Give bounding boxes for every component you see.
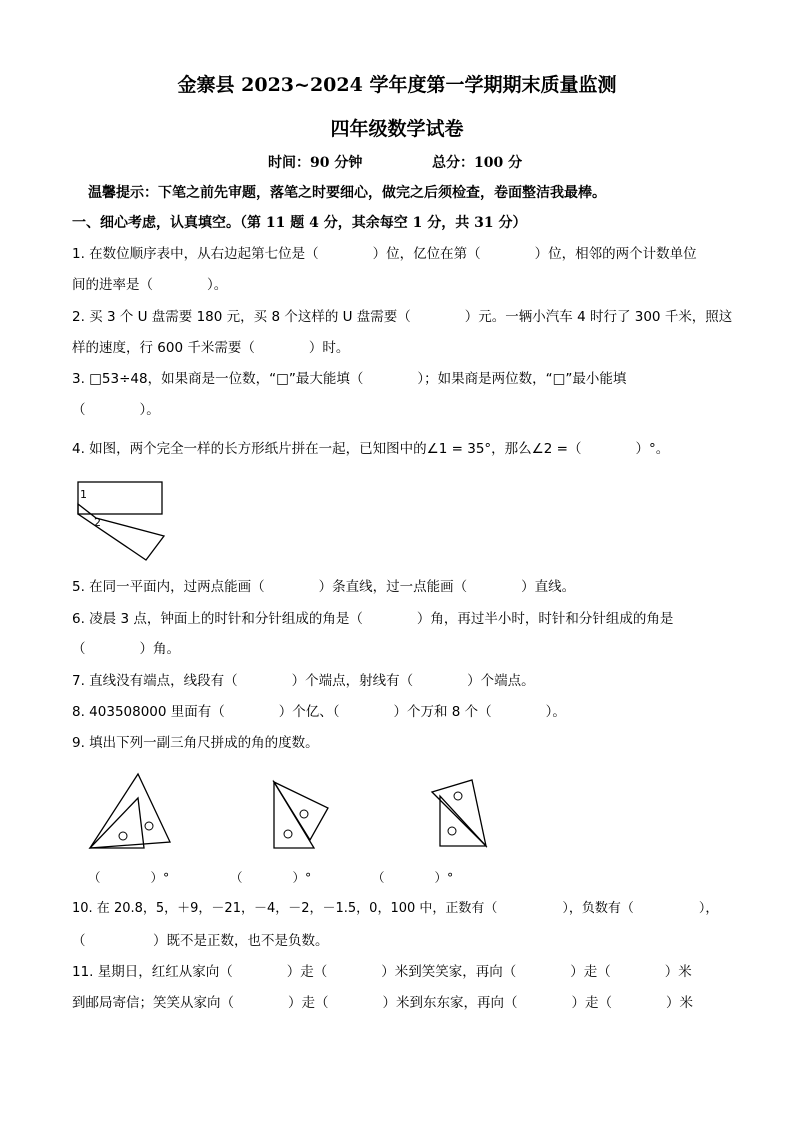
exam-total-score: 总分：100 分 (432, 155, 523, 171)
question-11-line-1: 11. 星期日，红红从家向（ ）走（ ）米到笑笑家，再向（ ）走（ ）米 (72, 964, 692, 980)
question-2-line-2: 样的速度，行 600 千米需要（ ）时。 (72, 340, 350, 356)
ruler-hole (300, 810, 308, 818)
question-1-line-2: 间的进率是（ ）。 (72, 277, 228, 293)
question-6-line-2: （ ）角。 (72, 641, 180, 657)
exam-title: 金寨县 2023~2024 学年度第一学期期末质量监测 (177, 74, 617, 96)
question-2-line-1: 2. 买 3 个 U 盘需要 180 元，买 8 个这样的 U 盘需要（ ）元。一辆小汽车 4 时行了 300 千米，照这 (72, 309, 733, 325)
set-square-bottom (440, 796, 486, 846)
question-4: 4. 如图，两个完全一样的长方形纸片拼在一起，已知图中的∠1 = 35°，那么∠2 =（ ）°。 (72, 441, 670, 457)
rectangle-strip-folded (78, 504, 164, 560)
set-square-large (90, 774, 170, 848)
angle-1-label: 1 (80, 488, 87, 501)
triangle-ruler-figure-2 (268, 778, 332, 852)
question-3-line-2: （ ）。 (72, 402, 160, 418)
triangle-ruler-figure-3 (428, 776, 492, 850)
question-1-line-1: 1. 在数位顺序表中，从右边起第七位是（ ）位，亿位在第（ ）位，相邻的两个计数单位 (72, 246, 697, 262)
angle-2-label: 2 (94, 516, 101, 529)
question-11-line-2: 到邮局寄信；笑笑从家向（ ）走（ ）米到东东家，再向（ ）走（ ）米 (72, 995, 693, 1011)
question-5: 5. 在同一平面内，过两点能画（ ）条直线，过一点能画（ ）直线。 (72, 579, 576, 595)
question-10-line-2: （ ）既不是正数，也不是负数。 (72, 933, 329, 949)
question-3-line-1: 3. □53÷48，如果商是一位数，“□”最大能填（ ）；如果商是两位数，“□”最小能填 (72, 371, 627, 387)
question-10-line-1: 10. 在 20.8，5，＋9，－21，－4，－2，－1.5，0，100 中，正数有（ ），负数有（ ）， (72, 901, 719, 916)
question-9-blank-2: （ ）° (230, 870, 312, 885)
ruler-hole (119, 832, 127, 840)
question-7: 7. 直线没有端点，线段有（ ）个端点，射线有（ ）个端点。 (72, 673, 535, 689)
ruler-hole (454, 792, 462, 800)
question-9-blank-3: （ ）° (372, 870, 454, 885)
ruler-hole (284, 830, 292, 838)
ruler-hole (145, 822, 153, 830)
question-9: 9. 填出下列一副三角尺拼成的角的度数。 (72, 735, 319, 751)
question-8: 8. 403508000 里面有（ ）个亿、（ ）个万和 8 个（ ）。 (72, 704, 566, 720)
warm-tip: 温馨提示：下笔之前先审题，落笔之时要细心，做完之后须检查，卷面整洁我最棒。 (88, 185, 606, 201)
question-4-figure (74, 478, 174, 566)
question-6-line-1: 6. 凌晨 3 点，钟面上的时针和分针组成的角是（ ）角，再过半小时，时针和分针组成的角是 (72, 611, 674, 627)
exam-time: 时间：90 分钟 (268, 155, 363, 171)
triangle-ruler-figure-1 (86, 770, 186, 854)
exam-subtitle: 四年级数学试卷 (330, 118, 464, 140)
rectangle-strip-top (78, 482, 162, 514)
section-1-heading: 一、细心考虑，认真填空。（第 11 题 4 分，其余每空 1 分，共 31 分） (72, 215, 527, 231)
ruler-hole (448, 827, 456, 835)
question-9-blank-1: （ ）° (88, 870, 170, 885)
